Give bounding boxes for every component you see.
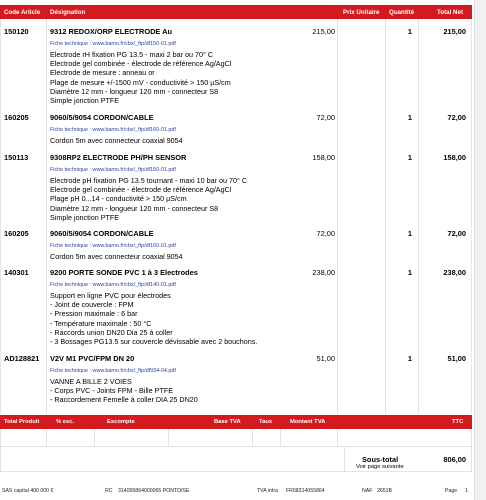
item-datasheet-link[interactable]: Fiche technique : www.bamo.fr/cbx/_ftp/df160-01.pdf	[50, 243, 176, 249]
table-header	[0, 5, 472, 19]
item-total: 215,00	[443, 27, 466, 36]
item-title: 9200 PORTE SONDE PVC 1 à 3 Electrodes	[50, 268, 198, 277]
item-quantity: 1	[407, 354, 412, 363]
item-price: 51,00	[316, 354, 335, 363]
item-total: 51,00	[447, 354, 466, 363]
tva-value: FR08314055864	[286, 488, 325, 494]
item-description: Cordon 5m avec connecteur coaxial 9054	[50, 136, 183, 145]
subtotal-value: 806,00	[443, 455, 466, 464]
item-quantity: 1	[407, 27, 412, 36]
item-quantity: 1	[407, 113, 412, 122]
footer-base-tva: Base TVA	[214, 419, 241, 425]
rc-value: 314055864000065 PONTOISE	[118, 488, 190, 494]
item-title: V2V M1 PVC/FPM DN 20	[50, 354, 135, 363]
totals-values-row	[0, 429, 472, 447]
item-title: 9060/5/9054 CORDON/CABLE	[50, 229, 154, 238]
header-quantity: Quantité	[389, 8, 415, 16]
page-label: Page	[445, 488, 458, 494]
column-divider	[385, 19, 386, 414]
footer-total-produit: Total Produit	[4, 419, 40, 425]
item-total: 238,00	[443, 268, 466, 277]
item-price: 238,00	[312, 268, 335, 277]
naf-label: NAF	[362, 488, 373, 494]
column-divider	[344, 447, 345, 472]
vertical-scrollbar[interactable]	[474, 0, 486, 500]
item-quantity: 1	[407, 268, 412, 277]
item-code: 160205	[4, 229, 29, 238]
item-datasheet-link[interactable]: Fiche technique : www.bamo.fr/cbx/_ftp/df160-01.pdf	[50, 127, 176, 133]
column-divider	[418, 19, 419, 414]
item-title: 9312 REDOX/ORP ELECTRODE Au	[50, 27, 172, 36]
item-code: 150113	[4, 153, 29, 162]
footer-ttc: TTC	[452, 419, 464, 425]
footer-escompte: Escompte	[107, 419, 135, 425]
item-total: 72,00	[447, 113, 466, 122]
column-divider	[46, 19, 47, 414]
column-divider	[280, 429, 281, 447]
item-code: AD128821	[4, 354, 40, 363]
footer-pct-esc: % esc.	[56, 419, 75, 425]
page-number: 1	[465, 488, 468, 494]
item-datasheet-link[interactable]: Fiche technique : www.bamo.fr/cbx/_ftp/df150-01.pdf	[50, 41, 176, 47]
header-unit-price: Prix Unitaire	[343, 8, 380, 16]
item-price: 158,00	[312, 153, 335, 162]
item-total: 72,00	[447, 229, 466, 238]
item-price: 72,00	[316, 113, 335, 122]
footer-taux: Taux	[259, 419, 273, 425]
item-price: 215,00	[312, 27, 335, 36]
header-designation: Désignation	[50, 8, 86, 16]
item-code: 140301	[4, 268, 29, 277]
item-description: Support en ligne PVC pour électrodes - Joint de couvercle : FPM - Pression maximale : 6 bar - Température maximale : 50 °C - Raccords union DN20 Dia 25 à coller - 3 Bossages PG13.5 sur couvercle dévissable avec 2 bouchons.	[50, 291, 258, 347]
column-divider	[337, 429, 338, 447]
item-title: 9060/5/9054 CORDON/CABLE	[50, 113, 154, 122]
next-page-note: Voir page suivante	[356, 464, 404, 470]
item-datasheet-link[interactable]: Fiche technique : www.bamo.fr/cbx/_ftp/df934-04.pdf	[50, 368, 176, 374]
item-description: Electrode rH fixation PG 13.5 - maxi 2 bar ou 70° C Electrode gel combinée - électrode de référence Ag/AgCl Electrode de mesure : anneau or Plage de mesure +/-1500 mV - conductivité > 150 µS/cm Diamètre 12 mm - longueur 120 mm - connecteur S8 Simple jonction PTFE	[50, 50, 232, 106]
item-description: Electrode pH fixation PG 13.5 tournant - maxi 10 bar ou 70° C Electrode gel combinée - électrode de référence Ag/AgCl Plage pH 0...14 - conductivité > 150 µS/cm Diamètre 12 mm - longueur 120 mm - connecteur S8 Simple jonction PTFE	[50, 176, 248, 222]
column-divider	[337, 19, 338, 414]
column-divider	[252, 429, 253, 447]
item-code: 150120	[4, 27, 29, 36]
column-divider	[46, 429, 47, 447]
column-divider	[168, 429, 169, 447]
rc-label: RC	[105, 488, 113, 494]
header-code: Code Article	[4, 8, 41, 16]
item-quantity: 1	[407, 229, 412, 238]
item-price: 72,00	[316, 229, 335, 238]
item-quantity: 1	[407, 153, 412, 162]
totals-header	[0, 415, 472, 429]
naf-value: 2651B	[377, 488, 393, 494]
column-divider	[94, 429, 95, 447]
item-title: 9308RP2 ELECTRODE PH/PH SENSOR	[50, 153, 187, 162]
subtotal-label: Sous-total	[362, 455, 399, 464]
tva-label: TVA intra	[257, 488, 278, 494]
item-datasheet-link[interactable]: Fiche technique : www.bamo.fr/cbx/_ftp/df140-01.pdf	[50, 282, 176, 288]
header-total: Total Net	[437, 8, 464, 16]
footer-montant-tva: Montant TVA	[290, 419, 326, 425]
item-total: 158,00	[443, 153, 466, 162]
item-datasheet-link[interactable]: Fiche technique : www.bamo.fr/cbx/_ftp/df150-01.pdf	[50, 167, 176, 173]
item-code: 160205	[4, 113, 29, 122]
company-capital: SAS capital 400 000 €	[2, 488, 54, 494]
item-description: Cordon 5m avec connecteur coaxial 9054	[50, 252, 183, 261]
item-description: VANNE A BILLE 2 VOIES - Corps PVC - Joints FPM - Bille PTFE - Raccordement Femelle à coller DIA 25 DN20	[50, 377, 198, 405]
